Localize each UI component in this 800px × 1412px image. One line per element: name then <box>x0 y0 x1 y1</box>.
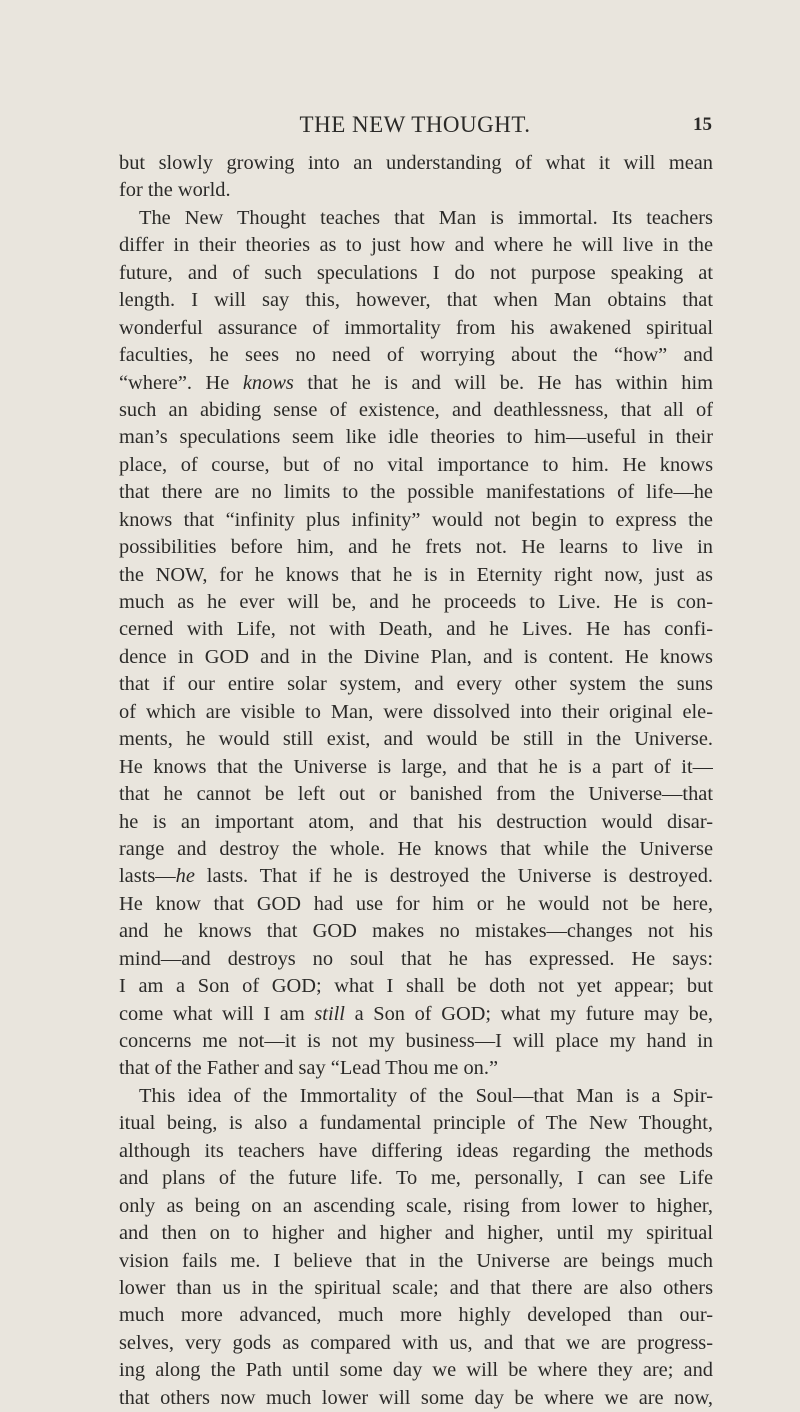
body-text <box>119 150 713 1412</box>
text-line: and then on to higher and higher and higher, until my spiritual <box>119 1222 713 1245</box>
text-line: for the world. <box>119 179 231 202</box>
text-line: differ in their theories as to just how and where he will live in the <box>119 234 713 257</box>
text-line: knows that “infinity plus infinity” would not begin to express the <box>119 508 713 531</box>
text-line: such an abiding sense of existence, and deathlessness, that all of <box>119 398 713 421</box>
emphasized-word: knows <box>242 371 294 394</box>
text-line: and he knows that GOD makes no mistakes—changes not his <box>119 920 713 943</box>
text-line: He knows that the Universe is large, and that he is a part of it— <box>119 755 713 778</box>
text-line: faculties, he sees no need of worrying about the “how” and <box>119 344 713 367</box>
page-number: 15 <box>693 114 712 135</box>
text-line: much as he ever will be, and he proceeds to Live. He is con- <box>119 591 713 613</box>
text-line: future, and of such speculations I do not purpose speaking at <box>119 261 713 284</box>
text-line: length. I will say this, however, that when Man obtains that <box>119 289 713 312</box>
text-line: cerned with Life, not with Death, and he Lives. He has confi- <box>119 618 713 641</box>
text-line: vision fails me. I believe that in the Universe are beings much <box>119 1249 713 1272</box>
text-line: but slowly growing into an understanding of what it will mean <box>119 152 713 174</box>
text-line: although its teachers have differing ideas regarding the methods <box>119 1139 713 1162</box>
running-title: THE NEW THOUGHT. <box>299 112 531 137</box>
text-line: I am a Son of GOD; what I shall be doth not yet appear; but <box>119 975 713 998</box>
text-line: of which are visible to Man, were dissolved into their original ele- <box>119 700 713 723</box>
text-line-with-emphasis: “where”. He knows that he is and will be. He has within him <box>119 371 713 394</box>
text-line: the NOW, for he knows that he is in Eternity right now, just as <box>119 563 713 586</box>
text-line: dence in GOD and in the Divine Plan, and is content. He knows <box>119 645 713 668</box>
text-line: mind—and destroys no soul that he has expressed. He says: <box>119 947 713 970</box>
text-line-with-emphasis: lasts—he lasts. That if he is destroyed the Universe is destroyed. <box>119 865 713 888</box>
text-line-with-emphasis: come what will I am still a Son of GOD; what my future may be, <box>119 1002 713 1025</box>
emphasized-word: he <box>175 865 195 888</box>
text-line: concerns me not—it is not my business—I will place my hand in <box>119 1030 713 1052</box>
text-line: that there are no limits to the possible manifestations of life—he <box>119 481 713 504</box>
text-line: place, of course, but of no vital importance to him. He knows <box>119 453 713 476</box>
text-line: selves, very gods as compared with us, and that we are progress- <box>119 1331 713 1354</box>
text-line: ments, he would still exist, and would be still in the Universe. <box>119 728 713 751</box>
text-line: He know that GOD had use for him or he would not be here, <box>119 892 713 915</box>
paragraph-start-line: This idea of the Immortality of the Soul—that Man is a Spir- <box>139 1084 713 1107</box>
text-line: wonderful assurance of immortality from his awakened spiritual <box>119 316 713 339</box>
text-line: that he cannot be left out or banished from the Universe—that <box>119 783 713 806</box>
text-line: that of the Father and say “Lead Thou me on.” <box>119 1057 498 1080</box>
paragraph-start-line: The New Thought teaches that Man is immortal. Its teachers <box>139 206 713 229</box>
page-header <box>118 110 712 140</box>
text-line: man’s speculations seem like idle theories to him—useful in their <box>119 426 713 449</box>
text-line: much more advanced, much more highly developed than our- <box>119 1304 713 1327</box>
text-line: possibilities before him, and he frets not. He learns to live in <box>119 536 713 559</box>
text-line: he is an important atom, and that his destruction would disar- <box>119 810 713 833</box>
text-line: itual being, is also a fundamental principle of The New Thought, <box>119 1112 713 1135</box>
text-line: range and destroy the whole. He knows that while the Universe <box>119 837 713 860</box>
text-line: only as being on an ascending scale, rising from lower to higher, <box>119 1194 713 1217</box>
text-line: lower than us in the spiritual scale; and that there are also others <box>119 1276 713 1299</box>
text-line: and plans of the future life. To me, personally, I can see Life <box>119 1167 713 1190</box>
emphasized-word: still <box>314 1002 345 1025</box>
text-line: that if our entire solar system, and every other system the suns <box>119 673 713 696</box>
text-line: ing along the Path until some day we will be where they are; and <box>119 1359 713 1382</box>
text-line: that others now much lower will some day be where we are now, <box>119 1386 713 1409</box>
